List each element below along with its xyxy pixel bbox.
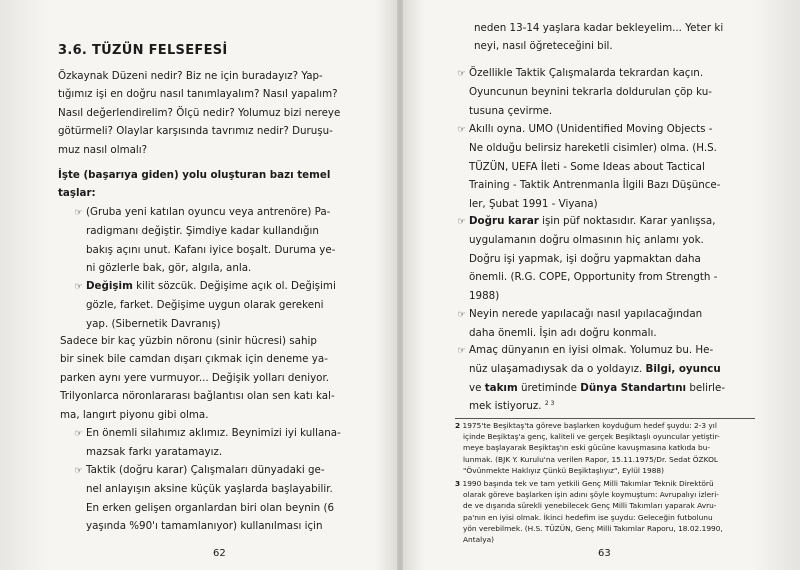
pointing-hand-icon: ☞ <box>457 217 466 227</box>
page-number: 63 <box>598 548 611 559</box>
right-page <box>400 0 800 570</box>
neuron-paragraph: Sadece bir kaç yüzbin nöronu (sinir hücresi) sahip bir sinek bile camdan dışarı çıkmak için deneme ya- parken aynı yere vurmuyor... Değişik yolları deniyor. Trilyonlarca nöronlararası bağlantısı olan sen katı kal- ma, langırt piyonu gibi olma. <box>60 335 335 421</box>
pointing-hand-icon: ☞ <box>74 466 83 476</box>
pointing-hand-icon: ☞ <box>457 125 466 135</box>
footnote-ref: 2 3 <box>544 400 555 408</box>
bullet-where: ☞ Neyin nerede yapılacağı nasıl yapılacağından daha önemli. İşin adı doğru konmalı. <box>457 308 703 340</box>
bullet-change: ☞ Değişim kilit sözcük. Değişime açık ol. Değişimi gözle, farket. Değişime uygun olarak gerekeni yap. (Sibernetik Davranış) <box>74 280 336 330</box>
bullet-smart-play: ☞ Akıllı oyna. UMO (Unidentified Moving Objects - Ne olduğu belirsiz hareketli cisimler) olma. (H.S. TÜZÜN, UEFA İleti - Some Ideas about Tactical Training - Taktik Antrenmanla İlgili Bazı Düşünce- ler, Şubat 1991 - Viyana) <box>457 123 721 210</box>
continued-paragraph: neden 13-14 yaşlara kadar bekleyelim... Yeter ki neyi, nasıl öğreteceğini bil. <box>474 22 724 53</box>
footnote-rule <box>455 418 755 419</box>
page-number: 62 <box>213 548 226 559</box>
pointing-hand-icon: ☞ <box>457 69 466 79</box>
intro-paragraph: Özkaynak Düzeni nedir? Biz ne için buradayız? Yap- tığımız işi en doğru nasıl tanımlayalım? Nasıl yapalım? Nasıl değerlendirelim? Ölçü nedir? Yolumuz bizi nereye götürmeli? Olaylar karşısında tavrımız nedir? Duruşu- muz nasıl olmalı? <box>58 70 341 156</box>
pointing-hand-icon: ☞ <box>457 310 466 320</box>
bullet-right-decision: ☞ Doğru karar işin püf noktasıdır. Karar yanlışsa, uygulamanın doğru olmasının hiç anlamı yok. Doğru işi yapmak, işi doğru yapmaktan daha önemli. (R.G. COPE, Opportunity from Strength - 1988) <box>457 215 718 302</box>
subheading: İşte (başarıya giden) yolu oluşturan bazı temel taşlar: <box>58 169 331 200</box>
footnote-3: 3 1990 başında tek ve tam yetkili Genç Milli Takımlar Teknik Direktörü olarak göreve başlarken işin adını şöyle koymuştum: Avrupalıyı izleri- de ve dışarıda sürekli yenebilecek Genç Milli Takımları yaparak Avru- pa'nın en iyisi olmak. İkinci hedefim ise şuydu: Geleceğin futbolunu yön verebilmek. (H.S. TÜZÜN, Genç Milli Takımlar Raporu, 18.02.1990, Antalya) <box>455 479 723 545</box>
pointing-hand-icon: ☞ <box>457 346 466 356</box>
pointing-hand-icon: ☞ <box>74 429 83 439</box>
bullet-repetition: ☞ Özellikle Taktik Çalışmalarda tekrardan kaçın. Oyuncunun beynini tekrarla doldurulan çöp ku- tusuna çevirme. <box>457 67 713 117</box>
bullet-mind: ☞ En önemli silahımız aklımız. Beynimizi iyi kullana- mazsak farkı yaratamayız. <box>74 427 341 459</box>
section-title: 3.6. TÜZÜN FELSEFESİ <box>58 43 228 58</box>
bullet-tactics: ☞ Taktik (doğru karar) Çalışmaları dünyadaki ge- nel anlayışın aksine küçük yaşlarda başlayabilir. En erken gelişen organlardan biri olan beynin (6 yaşında %90'ı tamamlanıyor) kullanılması için <box>74 464 335 533</box>
footnote-2: 2 1975'te Beşiktaş'ta göreve başlarken koyduğum hedef şuydu: 2-3 yıl içinde Beşiktaş'a genç, kaliteli ve gerçek Beşiktaşlı oyuncular yetiştir- meye başlayarak Beşiktaş'ın eski gücüne kavuşmasına katkıda bu- lunmak. (BJK Y. Kurulu'na verilen Rapor, 15.11.1975/Dr. Sedat ÖZKOL "Övünmekte Haklıyız Çünkü Beşiktaşlıyız", Eylül 1988) <box>455 421 720 475</box>
pointing-hand-icon: ☞ <box>74 282 83 292</box>
pointing-hand-icon: ☞ <box>74 208 83 218</box>
bullet-goal: ☞ Amaç dünyanın en iyisi olmak. Yolumuz bu. He- nüz ulaşamadıysak da o yoldayız. Bilgi, oyuncu ve takım üretiminde Dünya Standartını belirle- mek istiyoruz. $^{2 3}$ <box>457 344 726 413</box>
bullet-paradigm: ☞ (Gruba yeni katılan oyuncu veya antrenöre) Pa- radigmanı değiştir. Şimdiye kadar kullandığın bakış açını unut. Kafanı iyice boşalt. Duruma ye- ni gözlerle bak, gör, algıla, anla. <box>74 206 336 275</box>
